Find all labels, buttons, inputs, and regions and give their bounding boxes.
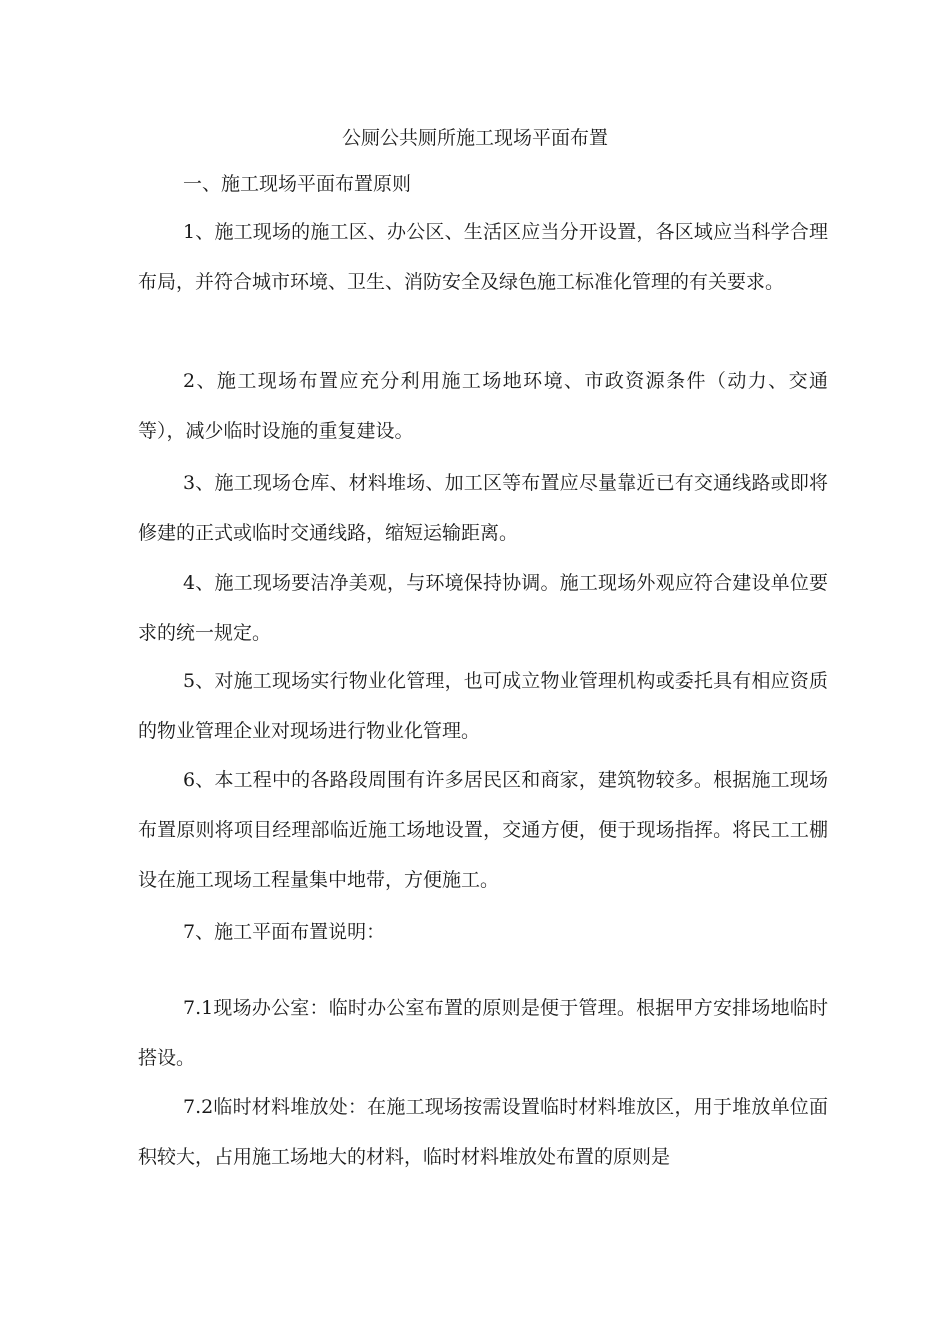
paragraph-7-2: 7.2临时材料堆放处：在施工现场按需设置临时材料堆放区，用于堆放单位面积较大，占用施工场地大的材料，临时材料堆放处布置的原则是 bbox=[138, 1096, 828, 1168]
paragraph-4: 4、施工现场要洁净美观，与环境保持协调。施工现场外观应符合建设单位要求的统一规定。 bbox=[138, 572, 828, 644]
paragraph-3: 3、施工现场仓库、材料堆场、加工区等布置应尽量靠近已有交通线路或即将修建的正式或临时交通线路，缩短运输距离。 bbox=[138, 472, 828, 544]
paragraph-6: 6、本工程中的各路段周围有许多居民区和商家，建筑物较多。根据施工现场布置原则将项目经理部临近施工场地设置，交通方便，便于现场指挥。将民工工棚设在施工现场工程量集中地带，方便施工。 bbox=[138, 769, 828, 891]
paragraph-2: 2、施工现场布置应充分利用施工场地环境、市政资源条件（动力、交通等），减少临时设施的重复建设。 bbox=[138, 370, 828, 442]
section-heading: 一、施工现场平面布置原则 bbox=[183, 173, 412, 195]
paragraph-7: 7、施工平面布置说明： bbox=[183, 921, 386, 943]
paragraph-5: 5、对施工现场实行物业化管理，也可成立物业管理机构或委托具有相应资质的物业管理企业对现场进行物业化管理。 bbox=[138, 670, 828, 742]
paragraph-1: 1、施工现场的施工区、办公区、生活区应当分开设置，各区域应当科学合理布局，并符合城市环境、卫生、消防安全及绿色施工标准化管理的有关要求。 bbox=[138, 221, 828, 293]
document-title: 公厕公共厕所施工现场平面布置 bbox=[341, 127, 608, 149]
paragraph-7-1: 7.1现场办公室：临时办公室布置的原则是便于管理。根据甲方安排场地临时搭设。 bbox=[138, 997, 828, 1069]
